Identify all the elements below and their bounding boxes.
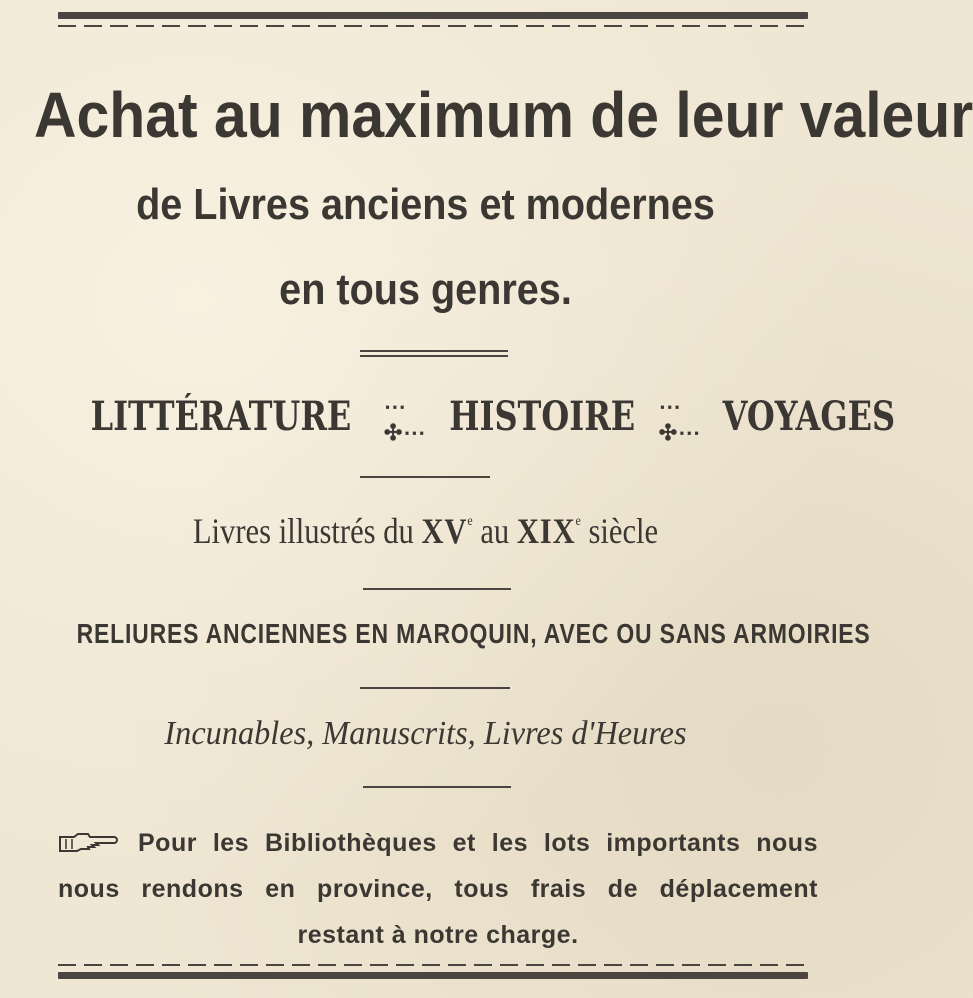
subline-genres: en tous genres. [279, 265, 572, 314]
note-line-1: Pour les Bibliothèques et les lots importants nous [138, 829, 818, 857]
subline-books: de Livres anciens et modernes [136, 180, 715, 229]
divider-rule [363, 588, 511, 590]
category-literature: LITTÉRATURE [90, 392, 352, 440]
category-travel: VOYAGES [722, 392, 896, 440]
ornament-icon: ⋯✣⋯ [383, 394, 427, 446]
note-line-2: nous rendons en province, tous frais de déplacement [58, 875, 818, 903]
category-row [58, 390, 896, 446]
travel-note [58, 820, 818, 958]
divider-rule [360, 476, 490, 478]
divider-double [360, 350, 508, 357]
bottom-border-rule [58, 964, 808, 979]
pointing-hand-icon [58, 831, 118, 855]
note-line-3: restant à notre charge. [297, 921, 579, 949]
ornament-icon: ⋯✣⋯ [658, 394, 702, 446]
bindings-line: RELIURES ANCIENNES EN MAROQUIN, AVEC OU SANS ARMOIRIES [76, 618, 871, 649]
rare-items-line: Incunables, Manuscrits, Livres d'Heures [164, 715, 687, 752]
illustrated-books-line: Livres illustrés du XVe au XIXe siècle [192, 511, 659, 551]
headline: Achat au maximum de leur valeur [34, 79, 973, 151]
category-history: HISTOIRE [449, 392, 636, 440]
divider-rule [363, 786, 511, 788]
divider-rule [360, 687, 510, 689]
top-border-rule [58, 12, 808, 27]
